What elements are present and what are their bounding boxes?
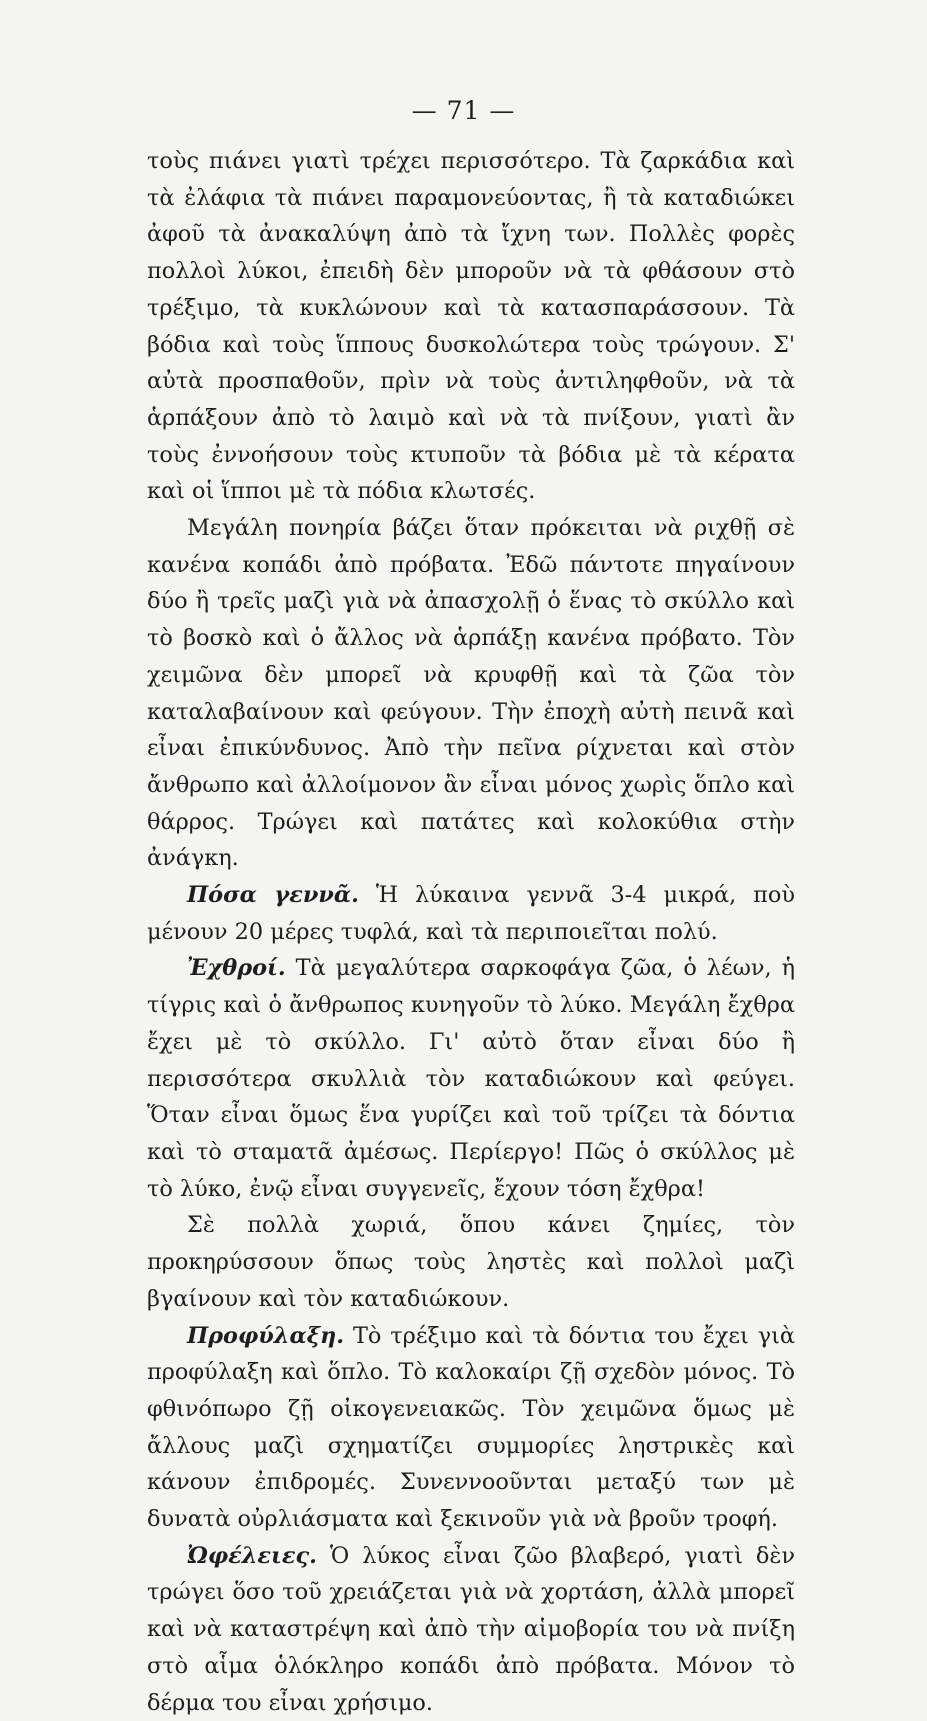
paragraph-text: Ὁ λύκος εἶναι ζῶο βλαβερό, γιατὶ δὲν τρώγει ὅσο τοῦ χρειάζεται γιὰ νὰ χορτάση, ἀλλὰ μπορεῖ καὶ νὰ καταστρέψη καὶ ἀπὸ τὴν αἱμοβορία του νὰ πνίξη στὸ αἷμα ὁλόκληρο κοπάδι ἀπὸ πρόβατα. Μόνον τὸ δέρμα του εἶναι χρήσιμο. <box>147 1542 795 1716</box>
section-heading: Ὠφέλειες. <box>187 1542 317 1569</box>
paragraph-text: Τὰ μεγαλύτερα σαρκοφάγα ζῶα, ὁ λέων, ἡ τίγρις καὶ ὁ ἄνθρωπος κυνηγοῦν τὸ λύκο. Μεγάλη ἔχθρα ἔχει μὲ τὸ σκύλλο. Γι' αὐτὸ ὅταν εἶναι δύο ἢ περισσότερα σκυλλιὰ τὸν καταδιώκουν καὶ φεύγει. Ὅταν εἶναι ὅμως ἕνα γυρίζει καὶ τοῦ τρίζει τὰ δόντια καὶ τὸ σταματᾶ ἀμέσως. Περίεργο! Πῶς ὁ σκύλλος μὲ τὸ λύκο, ἐνῷ εἶναι συγγενεῖς, ἔχουν τόση ἔχθρα! <box>147 955 795 1202</box>
paragraph-text: Ἡ λύκαινα γεννᾶ 3-4 μικρά, ποὺ μένουν 20 μέρες τυφλά, καὶ τὰ περιποιεῖται πολύ. <box>147 882 795 945</box>
paragraph-continuation <box>147 143 795 510</box>
section-heading: Προφύλαξη. <box>187 1322 345 1349</box>
section-heading: Ἐχθροί. <box>187 955 286 982</box>
section-paragraph-protection <box>147 1318 795 1538</box>
page-number: — 71 — <box>411 96 516 125</box>
section-paragraph-enemies <box>147 950 795 1207</box>
paragraph-text: Μεγάλη πονηρία βάζει ὅταν πρόκειται νὰ ριχθῇ σὲ κανένα κοπάδι ἀπὸ πρόβατα. Ἐδῶ πάντοτε πηγαίνουν δύο ἢ τρεῖς μαζὶ γιὰ νὰ ἀπασχολῇ ὁ ἕνας τὸ σκύλλο καὶ τὸ βοσκὸ καὶ ὁ ἄλλος νὰ ἁρπάξῃ κανένα πρόβατο. Τὸν χειμῶνα δὲν μπορεῖ νὰ κρυφθῇ καὶ τὰ ζῶα τὸν καταλαβαίνουν καὶ φεύγουν. Τὴν ἐποχὴ αὐτὴ πεινᾶ καὶ εἶναι ἐπικύνδυνος. Ἀπὸ τὴν πεῖνα ρίχνεται καὶ στὸν ἄνθρωπο καὶ ἀλλοίμονον ἂν εἶναι μόνος χωρὶς ὅπλο καὶ θάρρος. Τρώγει καὶ πατάτες καὶ κολοκύθια στὴν ἀνάγκη. <box>147 515 795 872</box>
section-paragraph-offspring <box>147 877 795 950</box>
body-text <box>147 143 795 1721</box>
section-paragraph-benefits <box>147 1538 795 1721</box>
paragraph-text: Τὸ τρέξιμο καὶ τὰ δόντια του ἔχει γιὰ προφύλαξη καὶ ὅπλο. Τὸ καλοκαίρι ζῇ σχεδὸν μόνος. Τὸ φθινόπωρο ζῇ οἰκογενειακῶς. Τὸν χειμῶνα ὅμως μὲ ἄλλους μαζὶ σχηματίζει συμμορίες ληστρικὲς καὶ κάνουν ἐπιδρομές. Συνεννοοῦνται μεταξύ των μὲ δυνατὰ οὐρλιάσματα καὶ ξεκινοῦν γιὰ νὰ βροῦν τροφή. <box>147 1322 796 1533</box>
paragraph <box>147 1207 795 1317</box>
section-heading: Πόσα γεννᾶ. <box>187 882 359 909</box>
paragraph-text: τοὺς πιάνει γιατὶ τρέχει περισσότερο. Τὰ ζαρκάδια καὶ τὰ ἐλάφια τὰ πιάνει παραμονεύοντας, ἢ τὰ καταδιώκει ἀφοῦ τὰ ἀνακαλύψη ἀπὸ τὰ ἴχνη των. Πολλὲς φορὲς πολλοὶ λύκοι, ἐπειδὴ δὲν μποροῦν νὰ τὰ φθάσουν στὸ τρέξιμο, τὰ κυκλώνουν καὶ τὰ κατασπαράσσουν. Τὰ βόδια καὶ τοὺς ἵππους δυσκολώτερα τοὺς τρώγουν. Σ' αὐτὰ προσπαθοῦν, πρὶν νὰ τοὺς ἀντιληφθοῦν, νὰ τὰ ἁρπάξουν ἀπὸ τὸ λαιμὸ καὶ νὰ τὰ πνίξουν, γιατὶ ἂν τοὺς ἐννοήσουν τοὺς κτυποῦν τὰ βόδια μὲ τὰ κέρατα καὶ οἱ ἵπποι μὲ τὰ πόδια κλωτσές. <box>147 148 795 505</box>
paragraph-text: Σὲ πολλὰ χωριά, ὅπου κάνει ζημίες, τὸν προκηρύσσουν ὅπως τοὺς ληστὲς καὶ πολλοὶ μαζὶ βγαίνουν καὶ τὸν καταδιώκουν. <box>147 1212 795 1312</box>
paragraph <box>147 510 795 877</box>
